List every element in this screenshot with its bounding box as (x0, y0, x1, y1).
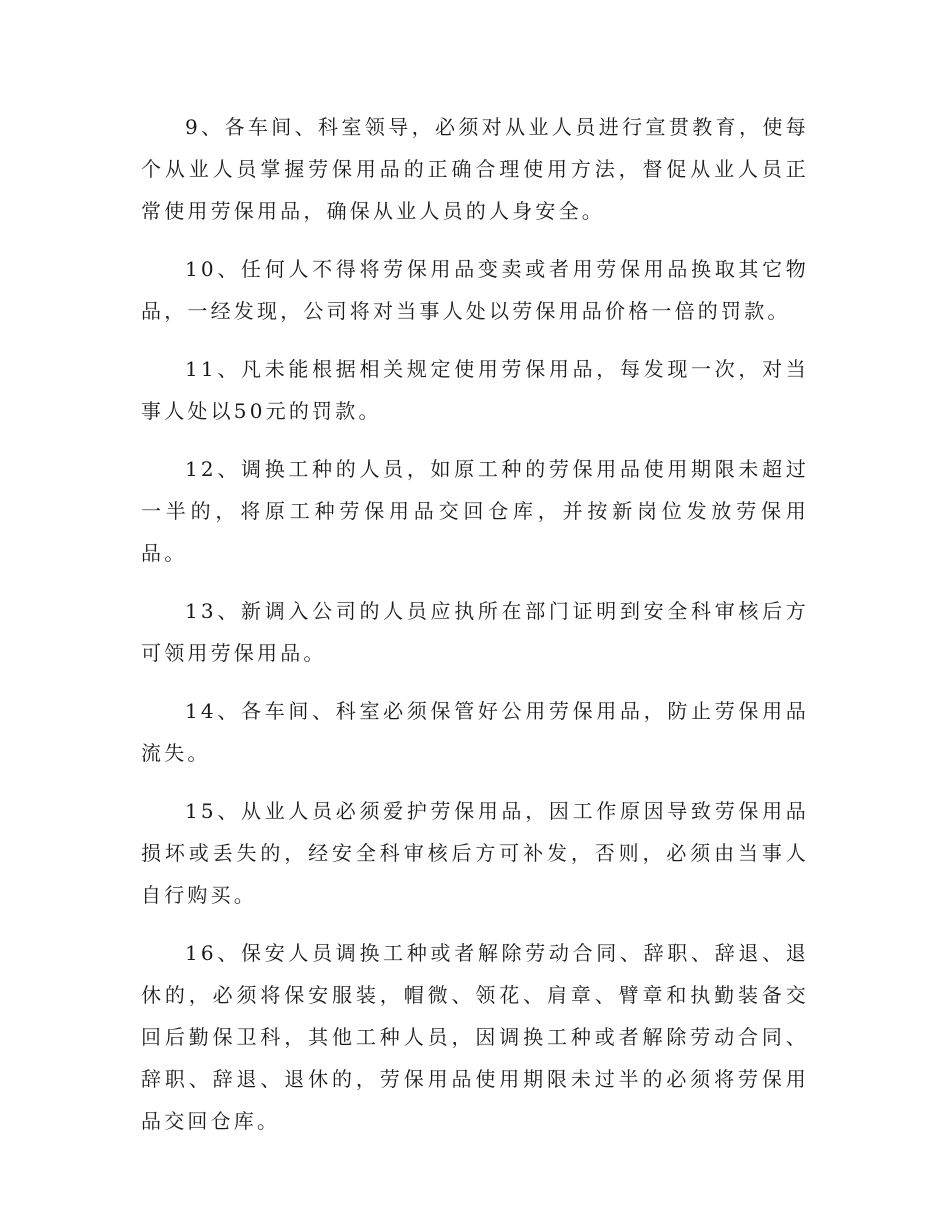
paragraph-rule-12: 12、调换工种的人员，如原工种的劳保用品使用期限未超过一半的，将原工种劳保用品交回仓库，并按新岗位发放劳保用品。 (141, 457, 809, 565)
paragraph-rule-9: 9、各车间、科室领导，必须对从业人员进行宣贯教育，使每个从业人员掌握劳保用品的正确合理使用方法，督促从业人员正常使用劳保用品，确保从业人员的人身安全。 (141, 115, 809, 223)
paragraph-rule-14: 14、各车间、科室必须保管好公用劳保用品，防止劳保用品流失。 (141, 699, 809, 765)
paragraph-rule-13: 13、新调入公司的人员应执所在部门证明到安全科审核后方可领用劳保用品。 (141, 599, 809, 665)
paragraph-rule-16: 16、保安人员调换工种或者解除劳动合同、辞职、辞退、退休的，必须将保安服装，帽微、领花、肩章、臂章和执勤装备交回后勤保卫科，其他工种人员，因调换工种或者解除劳动合同、辞职、辞退、退休的，劳保用品使用期限未过半的必须将劳保用品交回仓库。 (141, 941, 809, 1133)
paragraph-rule-15: 15、从业人员必须爱护劳保用品，因工作原因导致劳保用品损坏或丢失的，经安全科审核后方可补发，否则，必须由当事人自行购买。 (141, 799, 809, 907)
document-page (141, 106, 809, 1158)
paragraph-rule-11: 11、凡未能根据相关规定使用劳保用品，每发现一次，对当事人处以50元的罚款。 (141, 357, 809, 423)
paragraph-rule-10: 10、任何人不得将劳保用品变卖或者用劳保用品换取其它物品，一经发现，公司将对当事人处以劳保用品价格一倍的罚款。 (141, 257, 809, 323)
